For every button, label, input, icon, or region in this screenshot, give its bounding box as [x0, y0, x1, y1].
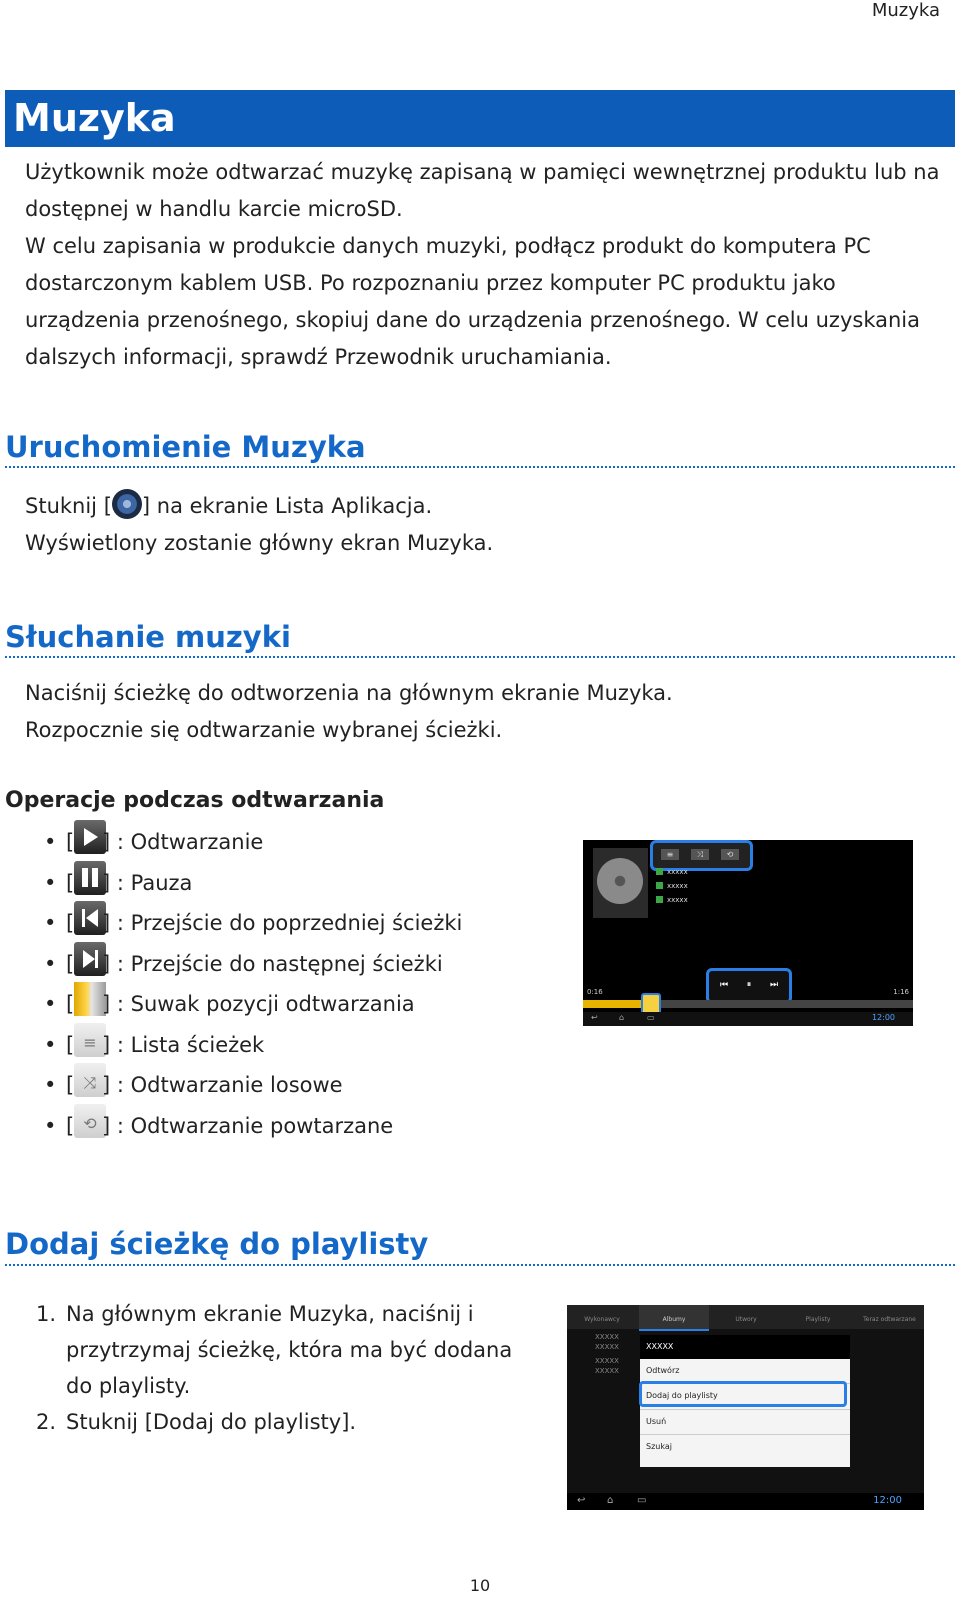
track-row: xxxxx — [656, 896, 688, 904]
title-banner — [5, 90, 955, 147]
page-number: 10 — [469, 1576, 491, 1595]
home-icon: ⌂ — [619, 1013, 625, 1022]
intro-line: dostępnej w handlu karcie microSD. — [25, 197, 403, 221]
page-title: Muzyka — [13, 96, 176, 140]
intro-paragraph — [25, 154, 939, 376]
player-screenshot — [583, 840, 913, 1026]
menu-item-delete: Usuń — [646, 1417, 667, 1426]
track-list-icon: ≡ — [661, 849, 679, 860]
shuffle-icon: ⤨ — [691, 849, 709, 860]
listen-text — [25, 675, 673, 749]
track-list-icon: ≡ — [74, 1023, 106, 1057]
player-transport-controls — [706, 968, 792, 1004]
progress-track — [583, 1000, 913, 1008]
menu-item-play: Odtwórz — [646, 1366, 680, 1375]
home-icon: ⌂ — [607, 1495, 614, 1506]
launch-text-after: ] na ekranie Lista Aplikacja. — [141, 494, 433, 518]
system-bar — [567, 1493, 924, 1510]
music-app-icon — [112, 489, 142, 519]
pause-icon: ⏸ — [746, 980, 752, 990]
elapsed-time: 0:16 — [587, 988, 603, 996]
section-heading-listen: Słuchanie muzyki — [5, 620, 291, 654]
context-menu-screenshot — [567, 1305, 924, 1510]
repeat-icon: ⟲ — [721, 849, 739, 860]
track-row: xxxxx — [656, 868, 688, 876]
running-header: Muzyka — [871, 0, 940, 21]
disc-icon — [597, 858, 643, 904]
progress-fill — [583, 1000, 642, 1008]
back-icon: ↩ — [591, 1013, 598, 1022]
intro-line: urządzenia przenośnego, skopiuj dane do urządzenia przenośnego. W celu uzyskania — [25, 308, 920, 332]
menu-highlight — [639, 1381, 847, 1407]
tab-albums: Albumy — [639, 1305, 709, 1331]
intro-line: Użytkownik może odtwarzać muzykę zapisaną w pamięci wewnętrznej produktu lub na — [25, 160, 940, 184]
intro-line: dostarczonym kablem USB. Po rozpoznaniu przez komputer PC produktu jako — [25, 271, 836, 295]
player-top-controls — [650, 840, 753, 871]
section-divider — [5, 1264, 955, 1266]
repeat-icon: ⟲ — [74, 1104, 106, 1138]
recent-apps-icon: ▭ — [647, 1013, 655, 1022]
tab-artists: Wykonawcy — [584, 1316, 620, 1323]
list-item: XXXXX — [595, 1343, 619, 1351]
intro-line: dalszych informacji, sprawdź Przewodnik uruchamiania. — [25, 345, 612, 369]
list-item: XXXXX — [595, 1357, 619, 1365]
list-item: XXXXX — [595, 1367, 619, 1375]
section-divider — [5, 466, 955, 468]
total-time: 1:16 — [893, 988, 909, 996]
tab-now-playing: Teraz odtwarzane — [863, 1316, 916, 1323]
album-art — [593, 848, 648, 918]
track-row: xxxxx — [656, 882, 688, 890]
tab-songs: Utwory — [735, 1316, 757, 1323]
recent-apps-icon: ▭ — [637, 1495, 647, 1506]
menu-item-add-to-playlist: Dodaj do playlisty — [646, 1391, 718, 1400]
listen-text-line1: Naciśnij ścieżkę do odtworzenia na głównym ekranie Muzyka. — [25, 681, 673, 705]
listen-text-line2: Rozpocznie się odtwarzanie wybranej ścieżki. — [25, 718, 503, 742]
menu-title: XXXXX — [640, 1335, 850, 1359]
launch-text-before: Stuknij [ — [25, 494, 112, 518]
shuffle-icon: ⤨ — [74, 1063, 106, 1097]
tab-bar — [567, 1305, 924, 1329]
tab-playlists: Playlisty — [805, 1316, 831, 1323]
system-bar — [583, 1012, 913, 1026]
operations-heading: Operacje podczas odtwarzania — [5, 788, 385, 813]
back-icon: ↩ — [577, 1495, 586, 1506]
menu-item-search: Szukaj — [646, 1442, 672, 1451]
section-heading-launch: Uruchomienie Muzyka — [5, 430, 366, 464]
clock: 12:00 — [873, 1495, 902, 1506]
list-item: XXXXX — [595, 1333, 619, 1341]
section-divider — [5, 656, 955, 658]
intro-line: W celu zapisania w produkcie danych muzyki, podłącz produkt do komputera PC — [25, 234, 871, 258]
next-track-icon: ⏭ — [769, 980, 779, 990]
previous-track-icon: ⏮ — [719, 980, 729, 990]
section-heading-playlist: Dodaj ścieżkę do playlisty — [5, 1227, 429, 1261]
launch-text-line2: Wyświetlony zostanie główny ekran Muzyka. — [25, 531, 494, 555]
clock: 12:00 — [871, 1013, 895, 1022]
launch-text — [25, 488, 493, 562]
